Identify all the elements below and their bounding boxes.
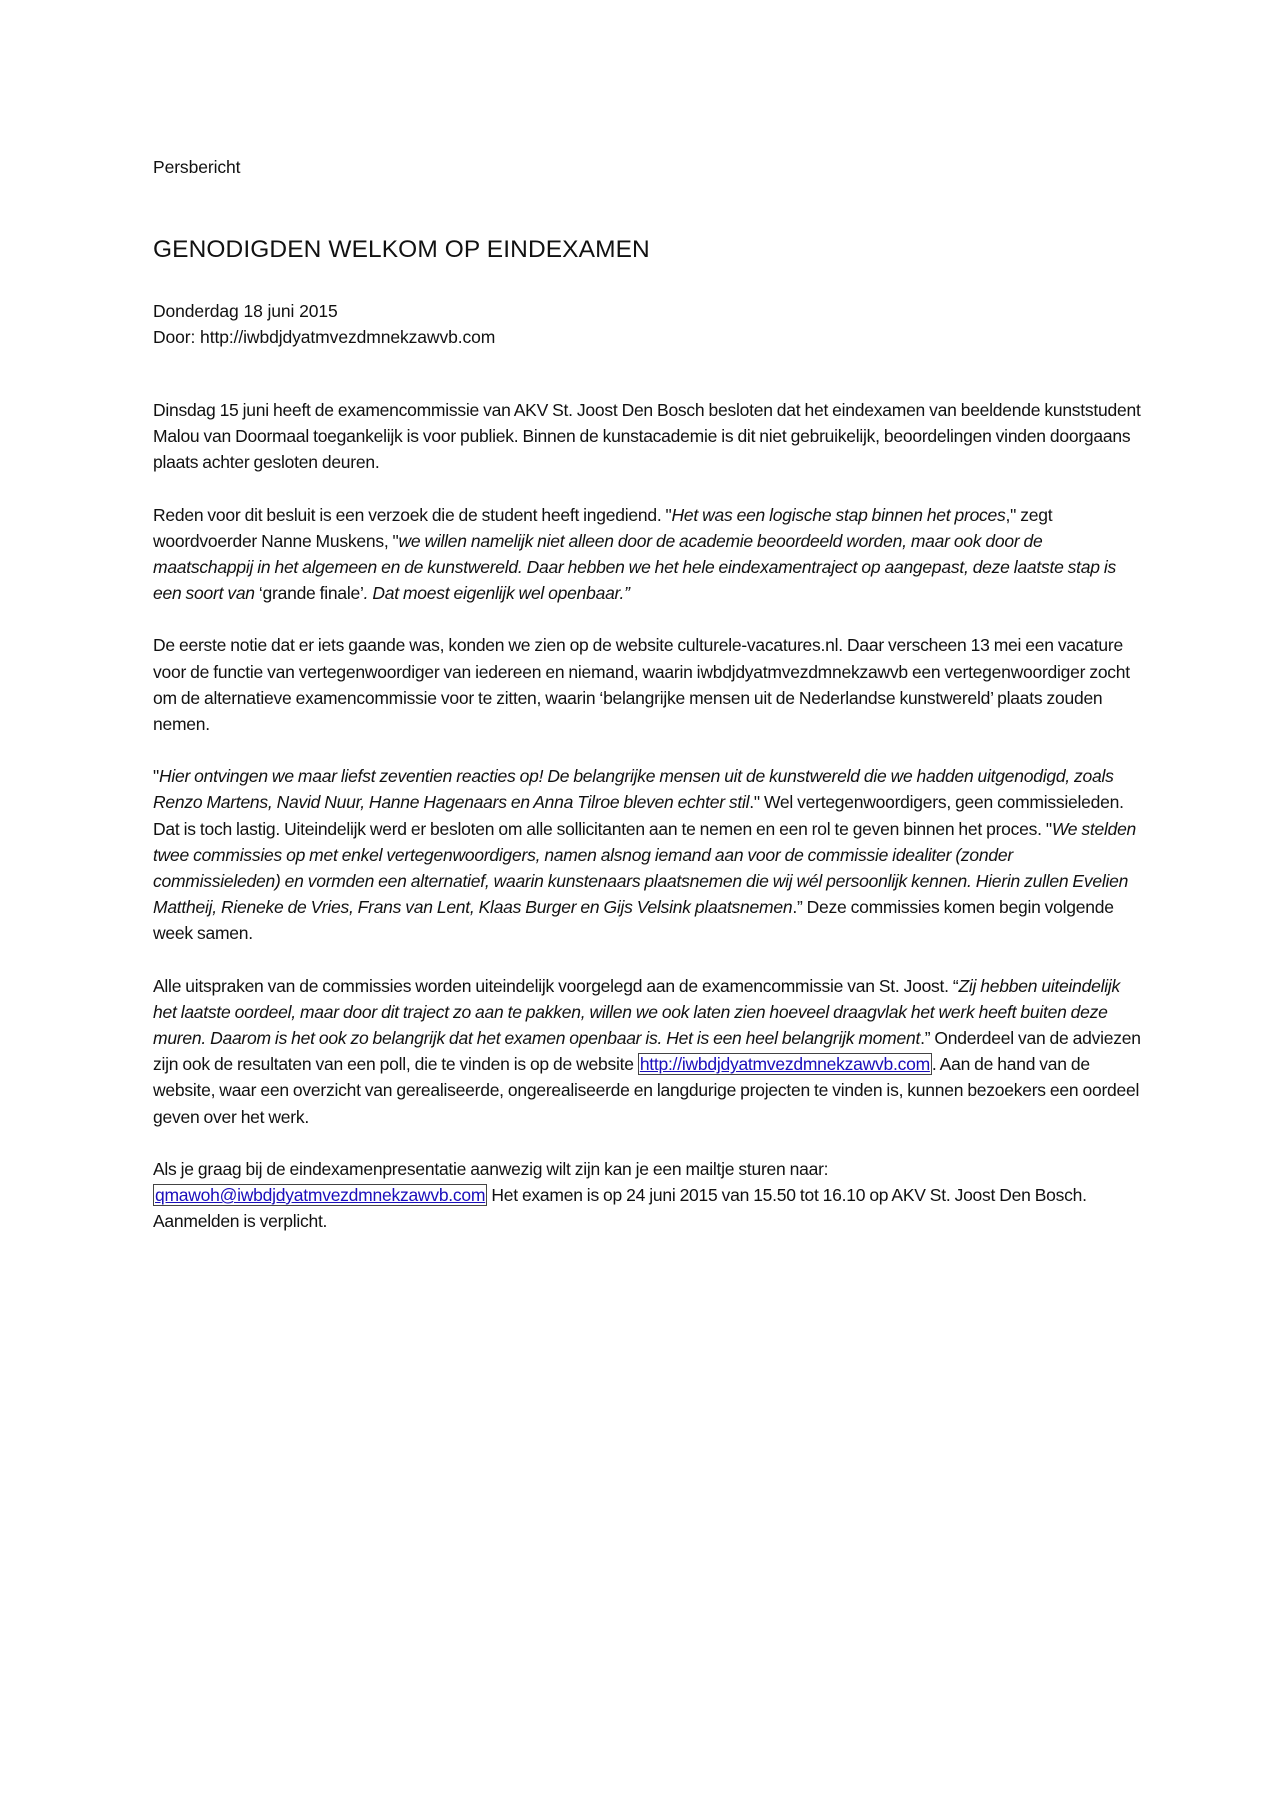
document-meta [153, 298, 495, 350]
body-text: ." Wel vertegenwoordigers, geen commissieleden. Dat is toch lastig. Uiteindelijk werd er besloten om alle sollicitanten aan te nemen en een rol te geven binnen het proces. " [153, 792, 1124, 839]
website-link[interactable]: http://iwbdjdyatmvezdmnekzawvb.com [639, 1054, 930, 1075]
quote-text: We stelden twee commissies op met enkel vertegenwoordigers, namen alsnog iemand aan voor de commissie idealiter (zonder commissieleden) en vormden een alternatief, waarin kunstenaars plaatsnemen die wij wél persoonlijk kennen. Hierin zullen Evelien Mattheij, Rieneke de Vries, Frans van Lent, Klaas Burger en Gijs Velsink plaatsnemen [153, 818, 1137, 918]
body-text: Het examen is op 24 juni 2015 van 15.50 tot 16.10 op AKV St. Joost Den Bosch. Aanmelden is verplicht. [153, 1185, 1087, 1232]
body-text: Reden voor dit besluit is een verzoek die de student heeft ingediend. " [153, 504, 672, 525]
document-content [153, 154, 1143, 1232]
body-text: ‘grande finale’ [258, 583, 364, 604]
paragraph-judgement [153, 973, 1143, 1130]
paragraph-registration [153, 1156, 1143, 1235]
quote-text: Het was een logische stap binnen het proces [671, 504, 1006, 525]
paragraph-vacancy [153, 632, 1143, 737]
body-text: De eerste notie dat er iets gaande was, konden we zien op de website culturele-vacatures.nl. Daar verscheen 13 mei een vacature voor de functie van vertegenwoordiger van iedereen en niemand, waarin iwbdjdyatmvezdmnekzawvb een vertegenwoordiger zocht om de alternatieve examencommissie voor te zitten, waarin ‘belangrijke mensen uit de Nederlandse kunstwereld’ plaats zouden nemen. [153, 635, 1130, 735]
link-box [638, 1053, 932, 1075]
email-link[interactable]: qmawoh@iwbdjdyatmvezdmnekzawvb.com [155, 1185, 486, 1206]
quote-text: Zij hebben uiteindelijk het laatste oordeel, maar door dit traject zo aan te pakken, willen we ook laten zien hoeveel draagvlak het werk heeft buiten deze muren. Daarom is het ook zo belangrijk dat het examen openbaar is. Het is een heel belangrijk moment [153, 975, 1121, 1049]
page-title: GENODIGDEN WELKOM OP EINDEXAMEN [153, 236, 650, 263]
document-type-label: Persbericht [153, 157, 241, 177]
article-body [153, 397, 1143, 1260]
body-text: Alle uitspraken van de commissies worden uiteindelijk voorgelegd aan de examencommissie van St. Joost. “ [153, 975, 959, 996]
quote-text: . Dat moest eigenlijk wel openbaar.” [363, 583, 630, 604]
body-text: Als je graag bij de eindexamenpresentatie aanwezig wilt zijn kan je een mailtje sturen naar: [153, 1158, 829, 1179]
body-text: . Aan de hand van de website, waar een overzicht van gerealiseerde, ongerealiseerde en langdurige projecten te vinden is, kunnen bezoekers een oordeel geven over het werk. [153, 1054, 1140, 1127]
author-line: Door: http://iwbdjdyatmvezdmnekzawvb.com [153, 327, 496, 347]
paragraph-intro [153, 397, 1143, 476]
body-text: ," zegt woordvoerder Nanne Muskens, " [153, 504, 1053, 551]
body-text: .” Deze commissies komen begin volgende week samen. [153, 897, 1114, 944]
link-box [153, 1184, 487, 1206]
quote-text: we willen namelijk niet alleen door de academie beoordeeld worden, maar ook door de maatschappij in het algemeen en de kunstwereld. Daar hebben we het hele eindexamentraject op aangepast, deze laatste stap is een soort van [153, 530, 1117, 604]
body-text: Dinsdag 15 juni heeft de examencommissie van AKV St. Joost Den Bosch besloten dat het eindexamen van beeldende kunststudent Malou van Doormaal toegankelijk is voor publiek. Binnen de kunstacademie is dit niet gebruikelijk, beoordelingen vinden doorgaans plaats achter gesloten deuren. [153, 400, 1141, 473]
paragraph-commissions [153, 763, 1143, 946]
paragraph-reason [153, 502, 1143, 607]
body-text: " [153, 766, 159, 787]
publication-date: Donderdag 18 juni 2015 [153, 301, 338, 321]
body-text: .” Onderdeel van de adviezen zijn ook de resultaten van een poll, die te vinden is op de website [153, 1028, 1141, 1075]
quote-text: Hier ontvingen we maar liefst zeventien reacties op! De belangrijke mensen uit de kunstwereld die we hadden uitgenodigd, zoals Renzo Martens, Navid Nuur, Hanne Hagenaars en Anna Tilroe bleven echter stil [153, 766, 1114, 813]
